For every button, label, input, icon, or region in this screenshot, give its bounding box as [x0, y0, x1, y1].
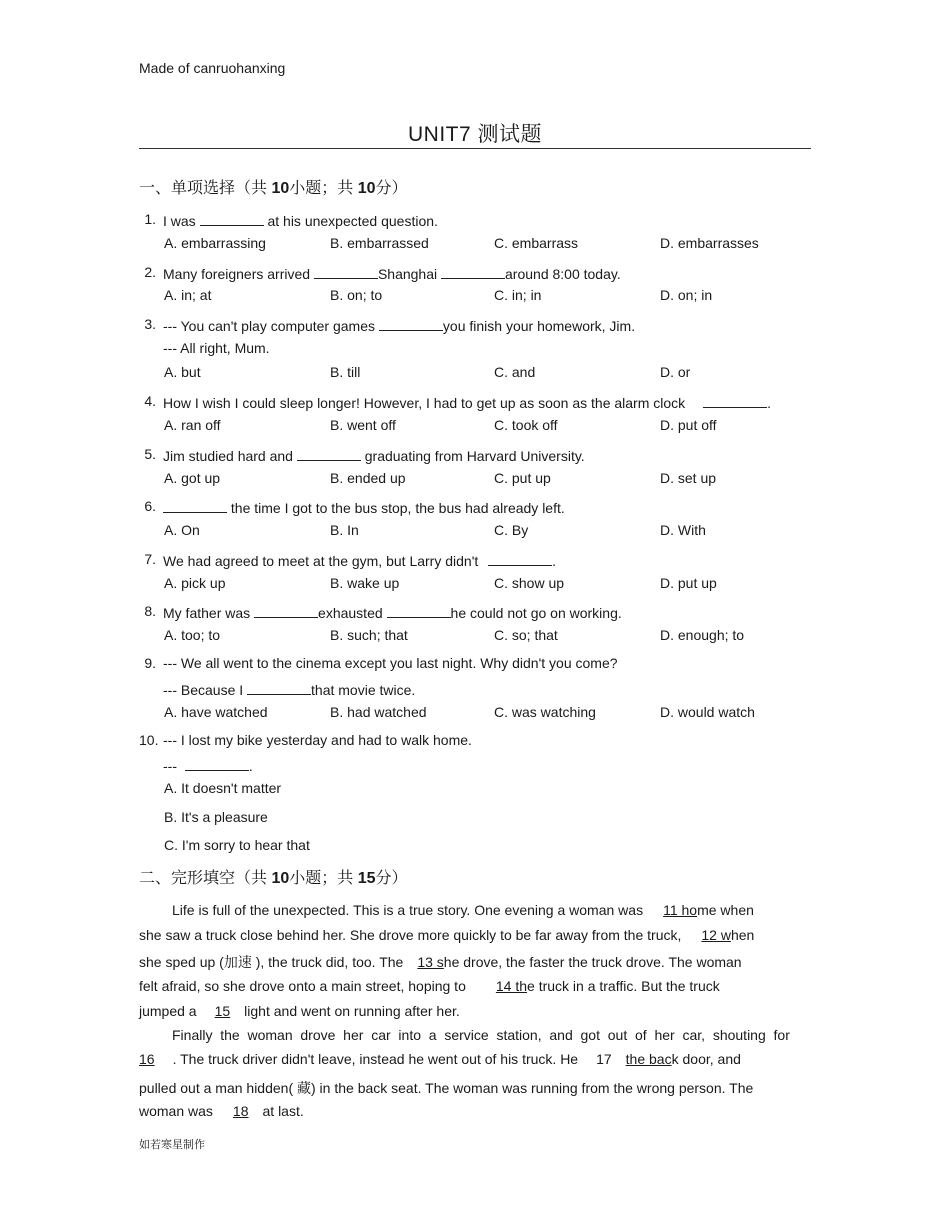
question-number: 5. — [144, 446, 156, 462]
cloze-blank-14: 14 th — [495, 978, 528, 994]
passage-line: she saw a truck close behind her. She drove more quickly to be far away from the truck, 12 when — [139, 927, 755, 943]
cloze-blank-16: 16 — [139, 1051, 155, 1067]
question-stem: How I wish I could sleep longer! However, I had to get up as soon as the alarm clock . — [163, 395, 771, 411]
section1-heading — [139, 175, 408, 198]
option-b: B. In — [330, 522, 359, 538]
question-reply: --- All right, Mum. — [163, 340, 270, 356]
option-d: D. set up — [660, 470, 717, 486]
section1-prefix: 一、单项选择（共 — [139, 180, 268, 197]
option-a: A. got up — [164, 470, 221, 486]
question-number: 10. — [139, 732, 159, 748]
option-c: C. put up — [494, 470, 551, 486]
option-d: D. enough; to — [660, 627, 745, 643]
section2-mid: 小题；共 — [289, 870, 354, 887]
option-a: A. It doesn't matter — [164, 780, 282, 796]
option-a: A. too; to — [164, 627, 221, 643]
section1-count: 10 — [271, 180, 290, 197]
answer-blank — [379, 316, 443, 331]
question-number: 7. — [144, 551, 156, 567]
cloze-blank-11: 11 ho — [663, 902, 698, 918]
option-a: A. but — [164, 364, 201, 380]
title-divider — [139, 148, 811, 149]
question-stem: --- You can't play computer games you finish your homework, Jim. — [163, 318, 636, 334]
option-c: C. embarrass — [494, 235, 579, 251]
option-c: C. and — [494, 364, 536, 380]
answer-blank — [247, 680, 311, 695]
passage-line: Life is full of the unexpected. This is a true story. One evening a woman was 11 home when — [172, 902, 754, 918]
passage-line: jumped a 15 light and went on running after her. — [139, 1003, 460, 1019]
question-number: 8. — [144, 603, 156, 619]
option-a: A. On — [164, 522, 200, 538]
option-b: B. such; that — [330, 627, 408, 643]
answer-blank — [488, 551, 552, 566]
option-c: C. took off — [494, 417, 558, 433]
passage-line: 16 . The truck driver didn't leave, instead he went out of his truck. He 17 the back door, and — [139, 1051, 741, 1067]
section2-points: 15 — [357, 870, 376, 887]
question-stem: Many foreigners arrived Shanghai around 8:00 today. — [163, 266, 621, 282]
question-number: 9. — [144, 655, 156, 671]
option-c: C. so; that — [494, 627, 558, 643]
option-a: A. ran off — [164, 417, 221, 433]
answer-blank — [200, 211, 264, 226]
cloze-blank-12: 12 w — [701, 927, 731, 943]
answer-blank — [297, 446, 361, 461]
option-a: A. in; at — [164, 287, 212, 303]
option-d: D. put off — [660, 417, 717, 433]
section2-suffix: 分） — [375, 870, 408, 887]
question-number: 1. — [144, 211, 156, 227]
passage-line: woman was 18 at last. — [139, 1103, 304, 1119]
question-stem: Jim studied hard and graduating from Harvard University. — [163, 448, 585, 464]
answer-blank — [703, 393, 767, 408]
answer-blank — [441, 264, 505, 279]
option-d: D. put up — [660, 575, 717, 591]
cloze-blank-17: 17 — [596, 1051, 612, 1067]
answer-blank — [387, 603, 451, 618]
option-c: C. I'm sorry to hear that — [164, 837, 310, 853]
option-d: D. embarrasses — [660, 235, 759, 251]
option-b: B. It's a pleasure — [164, 809, 268, 825]
page-title: UNIT7 测试题 — [407, 123, 542, 146]
section1-mid: 小题；共 — [289, 180, 354, 197]
option-c: C. in; in — [494, 287, 542, 303]
option-b: B. ended up — [330, 470, 406, 486]
answer-blank — [254, 603, 318, 618]
option-b: B. on; to — [330, 287, 383, 303]
option-b: B. went off — [330, 417, 396, 433]
passage-line: she sped up (加速 ), the truck did, too. The 13 she drove, the faster the truck drove. The woman — [139, 954, 742, 970]
option-b: B. embarrassed — [330, 235, 429, 251]
option-b: B. till — [330, 364, 361, 380]
section2-prefix: 二、完形填空（共 — [139, 870, 268, 887]
option-b: B. had watched — [330, 704, 427, 720]
section2-count: 10 — [271, 870, 290, 887]
question-reply: --- Because I that movie twice. — [163, 682, 416, 698]
question-reply: --- . — [163, 758, 253, 774]
question-stem: the time I got to the bus stop, the bus had already left. — [163, 498, 565, 516]
option-c: C. By — [494, 522, 529, 538]
answer-blank — [185, 756, 249, 771]
question-stem: --- I lost my bike yesterday and had to walk home. — [163, 732, 472, 748]
footer-note: 如若寒星制作 — [139, 1138, 205, 1151]
cloze-blank-13: 13 s — [417, 954, 444, 970]
section1-points: 10 — [357, 180, 376, 197]
section2-heading — [139, 865, 408, 888]
answer-blank — [314, 264, 378, 279]
cloze-blank-15: 15 — [214, 1003, 231, 1019]
option-c: C. show up — [494, 575, 565, 591]
header-note: Made of canruohanxing — [139, 60, 286, 76]
option-c: C. was watching — [494, 704, 596, 720]
passage-line: Finally the woman drove her car into a service station, and got out of her car, shouting for — [172, 1027, 790, 1043]
option-a: A. have watched — [164, 704, 268, 720]
question-number: 4. — [144, 393, 156, 409]
passage-line: pulled out a man hidden( 藏) in the back seat. The woman was running from the wrong person. The — [139, 1080, 754, 1096]
question-number: 3. — [144, 316, 156, 332]
answer-blank — [163, 498, 227, 513]
option-a: A. embarrassing — [164, 235, 266, 251]
option-d: D. With — [660, 522, 706, 538]
question-stem: We had agreed to meet at the gym, but Larry didn't . — [163, 553, 557, 569]
question-stem: My father was exhausted he could not go on working. — [163, 605, 622, 621]
question-number: 6. — [144, 498, 156, 514]
section1-suffix: 分） — [375, 180, 408, 197]
option-d: D. on; in — [660, 287, 713, 303]
question-stem: I was at his unexpected question. — [163, 213, 438, 229]
option-a: A. pick up — [164, 575, 226, 591]
cloze-blank-18: 18 — [232, 1103, 249, 1119]
question-number: 2. — [144, 264, 156, 280]
question-stem: --- We all went to the cinema except you last night. Why didn't you come? — [163, 655, 618, 671]
option-b: B. wake up — [330, 575, 400, 591]
option-d: D. would watch — [660, 704, 755, 720]
passage-line: felt afraid, so she drove onto a main street, hoping to 14 the truck in a traffic. But the truck — [139, 978, 720, 994]
option-d: D. or — [660, 364, 691, 380]
